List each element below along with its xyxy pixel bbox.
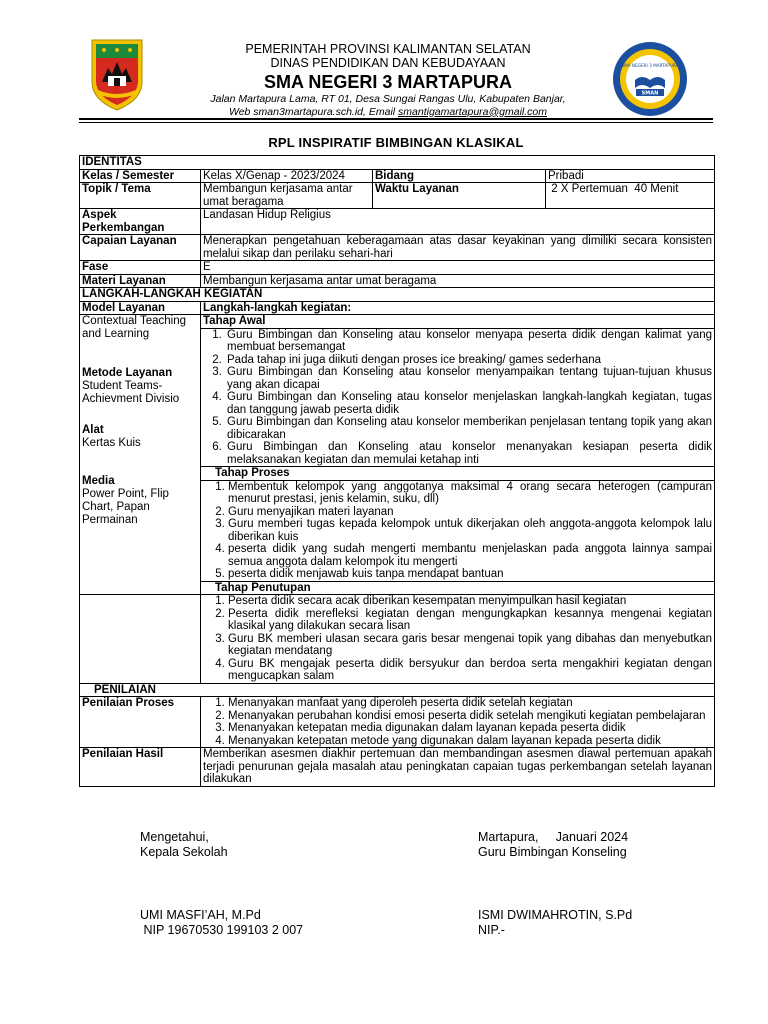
letterhead-rule-thick: [79, 118, 713, 120]
waktu-value: 2 X Pertemuan 40 Menit: [546, 183, 715, 209]
fase-row: [80, 261, 715, 275]
kelas-row: [80, 169, 715, 183]
list-item: 3. Guru Bimbingan dan Konseling atau konselor menyampaikan tentang tujuan-tujuan khusus yang akan dicapai: [225, 366, 712, 391]
penilaian-proses-row: [80, 697, 715, 748]
penilaian-hasil-value: Memberikan asesmen diakhir pertemuan dan membandingan asesmen diawal pertemuan apakah terjadi penurunan gejala masalah atau peningkatan capaian tugas perkembangan setelah layanan dilakukan: [201, 748, 715, 787]
kelas-value: Kelas X/Genap - 2023/2024: [201, 169, 373, 183]
list-item: 5. peserta didik menjawab kuis tanpa mendapat bantuan: [228, 568, 712, 581]
signature-left-name-block: [140, 908, 303, 938]
fase-label: Fase: [80, 261, 201, 275]
media-label: Media: [82, 475, 115, 487]
materi-label: Materi Layanan: [80, 274, 201, 288]
list-item: 1. Peserta didik secara acak diberikan kesempatan menyimpulkan hasil kegiatan: [228, 595, 712, 608]
logo-band-text: SMAN: [641, 90, 659, 97]
materi-value: Membangun kerjasama antar umat beragama: [201, 274, 715, 288]
government-line: PEMERINTAH PROVINSI KALIMANTAN SELATAN: [245, 42, 531, 56]
list-item: 3. Guru BK memberi ulasan secara garis besar mengenai topik yang dibahas dan menyebutkan kegiatan mendatang: [228, 633, 712, 658]
penilaian-proses-cell: [201, 697, 715, 748]
tahap-penutupan-row: [80, 595, 715, 684]
web-text: Web sman3martapura.sch.id, Email: [228, 105, 399, 118]
langkah-title: Langkah-langkah kegiatan:: [201, 301, 715, 315]
capaian-row: [80, 235, 715, 261]
materi-row: [80, 274, 715, 288]
aspek-row: [80, 209, 715, 235]
list-item: 2. Peserta didik merefleksi kegiatan dengan mengungkapkan kesannya mengenai kegiatan klasikal yang dilakukan secara lisan: [228, 608, 712, 633]
list-item: 6. Guru Bimbingan dan Konseling atau konselor menanyakan kesiapan peserta didik melaksanakan kegiatan dan memulai ketahap inti: [225, 441, 712, 466]
penilaian-header-row: [80, 683, 715, 697]
letterhead: [160, 42, 616, 118]
bidang-value: Pribadi: [546, 169, 715, 183]
tahap-penutupan-title: Tahap Penutupan: [201, 581, 715, 595]
provincial-emblem-logo: [88, 38, 146, 112]
school-contact: [160, 106, 616, 118]
list-item: 4. peserta didik yang sudah mengerti membantu menjelaskan pada anggota lainnya sampai semua anggota dalam kelompok itu mengerti: [228, 543, 712, 568]
list-item: 2. Guru menyajikan materi layanan: [228, 506, 712, 519]
signature-left-block: [140, 830, 228, 860]
counselor-nip: NIP.-: [478, 923, 505, 937]
metode-label: Metode Layanan: [82, 367, 173, 379]
penilaian-heading: PENILAIAN: [80, 683, 715, 697]
place-date-text: Martapura, Januari 2024: [478, 830, 629, 844]
list-item: 2. Pada tahap ini juga diikuti dengan proses ice breaking/ games sederhana: [225, 354, 712, 367]
langkah-header-row: [80, 288, 715, 302]
metode-value: Student Teams-Achievment Divisio: [82, 380, 180, 405]
guru-bk-text: Guru Bimbingan Konseling: [478, 845, 627, 859]
list-item: 1. Menanyakan manfaat yang diperoleh peserta didik setelah kegiatan: [228, 697, 712, 710]
counselor-name: ISMI DWIMAHROTIN, S.Pd: [478, 908, 633, 922]
list-item: 4. Guru BK mengajak peserta didik bersyukur dan berdoa serta mengakhiri kegiatan dengan mengucapkan salam: [228, 658, 712, 683]
capaian-label: Capaian Layanan: [80, 235, 201, 261]
tahap-awal-title: Tahap Awal: [201, 315, 715, 329]
list-item: 2. Menanyakan perubahan kondisi emosi peserta didik setelah mengikuti kegiatan pembelajaran: [228, 710, 712, 723]
langkah-body-row: [80, 315, 715, 329]
kepala-sekolah-text: Kepala Sekolah: [140, 845, 228, 859]
tahap-proses-cell: [201, 480, 715, 581]
aspek-label: Aspek Perkembangan: [80, 209, 201, 235]
topik-value: Membangun kerjasama antar umat beragama: [201, 183, 373, 209]
list-item: 4. Menanyakan ketepatan metode yang digunakan dalam layanan kepada peserta didik: [228, 735, 712, 748]
principal-name: UMI MASFI’AH, M.Pd: [140, 908, 261, 922]
fase-value: E: [201, 261, 715, 275]
list-item: 1. Guru Bimbingan dan Konseling atau konselor menyapa peserta didik dengan kalimat yang membuat bersemangat: [225, 329, 712, 354]
tahap-proses-list: [203, 481, 712, 581]
alat-label: Alat: [82, 424, 104, 436]
media-value: Power Point, Flip Chart, Papan Permainan: [82, 488, 169, 526]
list-item: 3. Menanyakan ketepatan media digunakan dalam layanan kepada peserta didik: [228, 722, 712, 735]
langkah-heading: LANGKAH-LANGKAH KEGIATAN: [80, 288, 715, 302]
tahap-penutupan-list: [203, 595, 712, 683]
email-link[interactable]: smantigamartapura@gmail.com: [398, 105, 547, 118]
model-label: Model Layanan: [80, 301, 201, 315]
capaian-value: Menerapkan pengetahuan keberagamaan atas dasar keyakinan yang dimiliki secara konsisten melalui sikap dan perilaku sehari-hari: [201, 235, 715, 261]
penilaian-proses-label: Penilaian Proses: [80, 697, 201, 748]
identitas-header-row: [80, 156, 715, 170]
signature-right-block: [478, 830, 628, 860]
bidang-label: Bidang: [373, 169, 546, 183]
aspek-value: Landasan Hidup Religius: [201, 209, 715, 235]
langkah-title-row: [80, 301, 715, 315]
department-line: DINAS PENDIDIKAN DAN KEBUDAYAAN: [270, 56, 506, 71]
rpl-table: [79, 155, 715, 787]
list-item: 4. Guru Bimbingan dan Konseling atau konselor menjelaskan langkah-langkah kegiatan, tugas dan tanggung jawab peserta didik: [225, 391, 712, 416]
penilaian-proses-list: [203, 697, 712, 747]
topik-row: [80, 183, 715, 209]
school-address: Jalan Martapura Lama, RT 01, Desa Sungai Rangas Ulu, Kabupaten Banjar,: [210, 93, 566, 106]
document-title: RPL INSPIRATIF BIMBINGAN KLASIKAL: [268, 135, 524, 150]
list-item: 1. Membentuk kelompok yang anggotanya maksimal 4 orang secara heterogen (campuran menurut prestasi, jenis kelamin, suku, dll): [228, 481, 712, 506]
model-value: Contextual Teaching and Learning: [82, 315, 186, 340]
identitas-heading: IDENTITAS: [80, 156, 715, 170]
waktu-label: Waktu Layanan: [373, 183, 546, 209]
method-column-end: [80, 595, 201, 684]
alat-value: Kertas Kuis: [82, 437, 141, 449]
kelas-label: Kelas / Semester: [80, 169, 201, 183]
school-name: SMA NEGERI 3 MARTAPURA: [263, 71, 512, 92]
list-item: 5. Guru Bimbingan dan Konseling atau konselor memberikan penjelasan tentang topik yang akan dibicarakan: [225, 416, 712, 441]
method-column: [80, 315, 201, 595]
mengetahui-text: Mengetahui,: [140, 830, 209, 844]
tahap-penutupan-cell: [201, 595, 715, 684]
logo-text-top: SMA NEGERI 3 MARTAPURA: [621, 63, 679, 68]
penilaian-hasil-row: [80, 748, 715, 787]
tahap-awal-list: [201, 329, 712, 467]
topik-label: Topik / Tema: [80, 183, 201, 209]
school-logo: [611, 40, 689, 118]
tahap-proses-title: Tahap Proses: [201, 467, 715, 481]
letterhead-rule-thin: [79, 122, 713, 123]
tahap-awal-cell: [201, 328, 715, 467]
penilaian-hasil-label: Penilaian Hasil: [80, 748, 201, 787]
signature-right-name-block: [478, 908, 632, 938]
list-item: 3. Guru memberi tugas kepada kelompok untuk dikerjakan oleh anggota-anggota kelompok lalu diberikan kuis: [228, 518, 712, 543]
principal-nip: NIP 19670530 199103 2 007: [140, 923, 304, 937]
